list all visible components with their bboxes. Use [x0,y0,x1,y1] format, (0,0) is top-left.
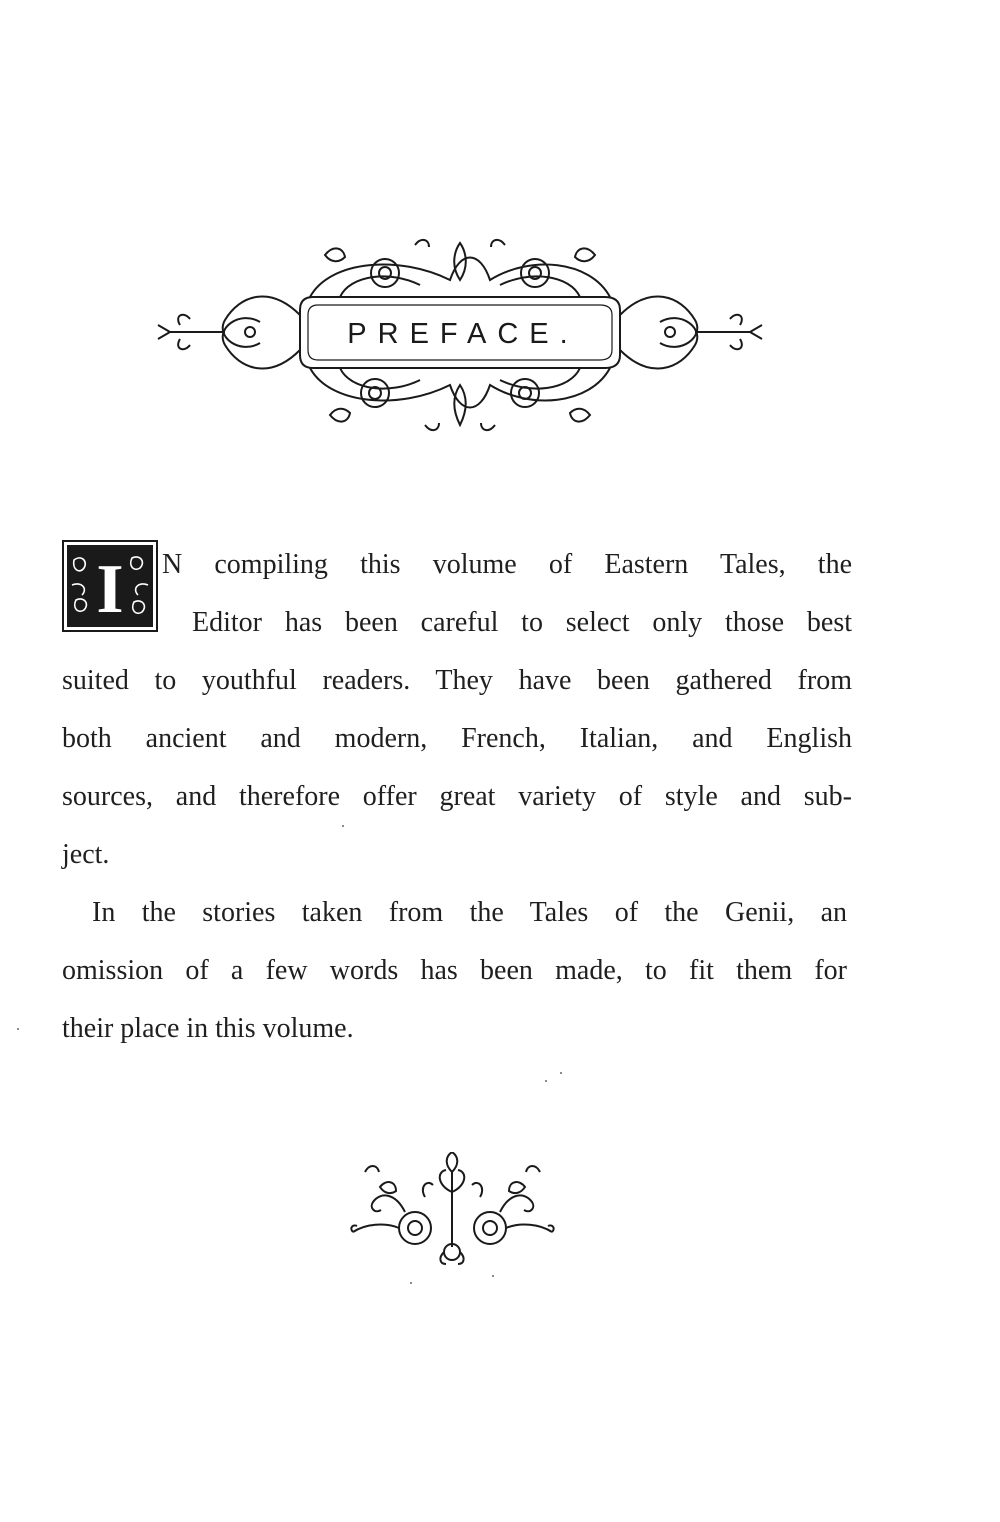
text-line: suited to youthful readers. They have been gathered from [62,665,852,696]
floriated-initial-icon [62,540,158,632]
drop-cap-letter: I [96,551,124,628]
text-line: their place in this volume. [62,1013,354,1044]
text-line: both ancient and modern, French, Italian, and English [62,723,852,754]
paper-speck [560,1072,562,1074]
floral-tailpiece-icon [345,1152,560,1267]
preface-cartouche [150,225,770,440]
text-line: ject. [62,839,110,870]
text-line: omission of a few words has been made, to fit them for [62,955,847,986]
tailpiece-ornament [345,1152,560,1267]
paper-speck [342,825,344,827]
paper-speck [17,1028,19,1030]
text-line: Editor has been careful to select only those best [192,607,852,638]
text-line: N compiling this volume of Eastern Tales, the [162,549,852,580]
drop-cap-initial [62,540,158,632]
paper-speck [545,1080,547,1082]
page-title: PREFACE. [347,318,579,350]
text-line: sources, and therefore offer great variety of style and sub- [62,781,852,812]
text-line: In the stories taken from the Tales of the Genii, an [92,897,847,928]
paper-speck [492,1275,494,1277]
paper-speck [410,1282,412,1284]
